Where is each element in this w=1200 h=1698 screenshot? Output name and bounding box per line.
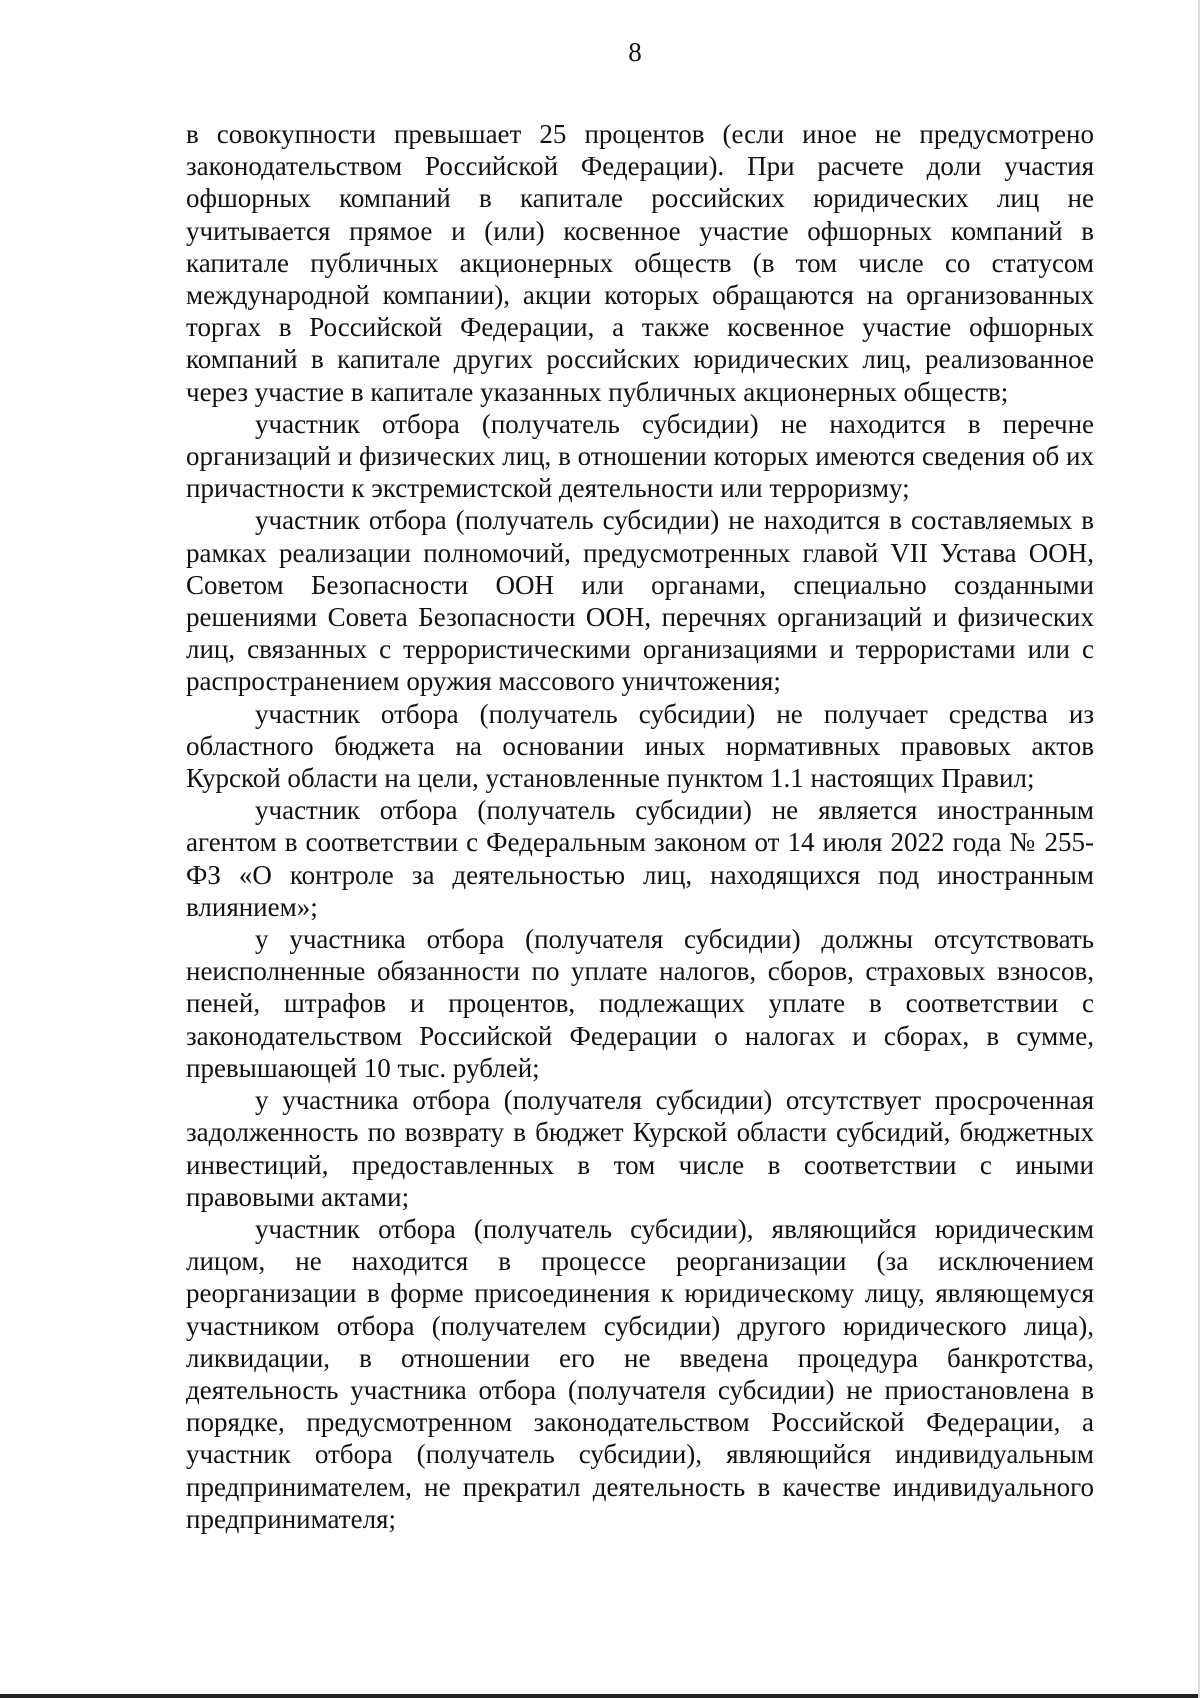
scan-bottom-edge [0,1694,1200,1698]
paragraph-tax-debt: у участника отбора (получателя субсидии) должны отсутствовать неисполненные обязанности по уплате налогов, сборов, страховых взносов, пеней, штрафов и процентов, подлежащих уплате в соответствии с законодательством Российской Федерации о налогах и сборах, в сумме, превышающей 10 тыс. рублей; [186,924,1094,1083]
paragraph-foreign-agent: участник отбора (получатель субсидии) не является иностранным агентом в соответствии с Федеральным законом от 14 июля 2022 года № 255-ФЗ «О контроле за деятельностью лиц, находящихся под иностранным влиянием»; [186,795,1094,922]
paragraph-reorganization: участник отбора (получатель субсидии), являющийся юридическим лицом, не находится в процессе реорганизации (за исключением реорганизации в форме присоединения к юридическому лицу, являющемуся участником отбора (получателем субсидии) другого юридического лица), ликвидации, в отношении его не введена процедура банкротства, деятельность участника отбора (получателя субсидии) не приостановлена в порядке, предусмотренном законодательством Российской Федерации, а участник отбора (получатель субсидии), являющийся индивидуальным предпринимателем, не прекратил деятельность в качестве индивидуального предпринимателя; [186,1213,1094,1534]
paragraph-offshore-share: в совокупности превышает 25 процентов (если иное не предусмотрено законодательством Российской Федерации). При расчете доли участия офшорных компаний в капитале российских юридических лиц не учитывается прямое и (или) косвенное участие офшорных компаний в капитале публичных акционерных обществ (в том числе со статусом международной компании), акции которых обращаются на организованных торгах в Российской Федерации, а также косвенное участие офшорных компаний в капитале других российских юридических лиц, реализованное через участие в капитале указанных публичных акционерных обществ; [186,119,1094,407]
paragraph-un-lists: участник отбора (получатель субсидии) не находится в составляемых в рамках реализации полномочий, предусмотренных главой VII Устава ООН, Советом Безопасности ООН или органами, специально созданными решениями Совета Безопасности ООН, перечнях организаций и физических лиц, связанных с террористическими организациями и террористами или с распространением оружия массового уничтожения; [186,505,1094,697]
paragraph-overdue-debt: у участника отбора (получателя субсидии) отсутствует просроченная задолженность по возврату в бюджет Курской области субсидий, бюджетных инвестиций, предоставленных в том числе в соответствии с иными правовыми актами; [186,1085,1094,1212]
paragraph-extremism-list: участник отбора (получатель субсидии) не находится в перечне организаций и физических лиц, в отношении которых имеются сведения об их причастности к экстремистской деятельности или терроризму; [186,408,1094,504]
document-body [186,118,1094,1535]
page-number: 8 [628,37,642,67]
paragraph-other-funding: участник отбора (получатель субсидии) не получает средства из областного бюджета на основании иных нормативных правовых актов Курской области на цели, установленные пунктом 1.1 настоящих Правил; [186,698,1094,794]
